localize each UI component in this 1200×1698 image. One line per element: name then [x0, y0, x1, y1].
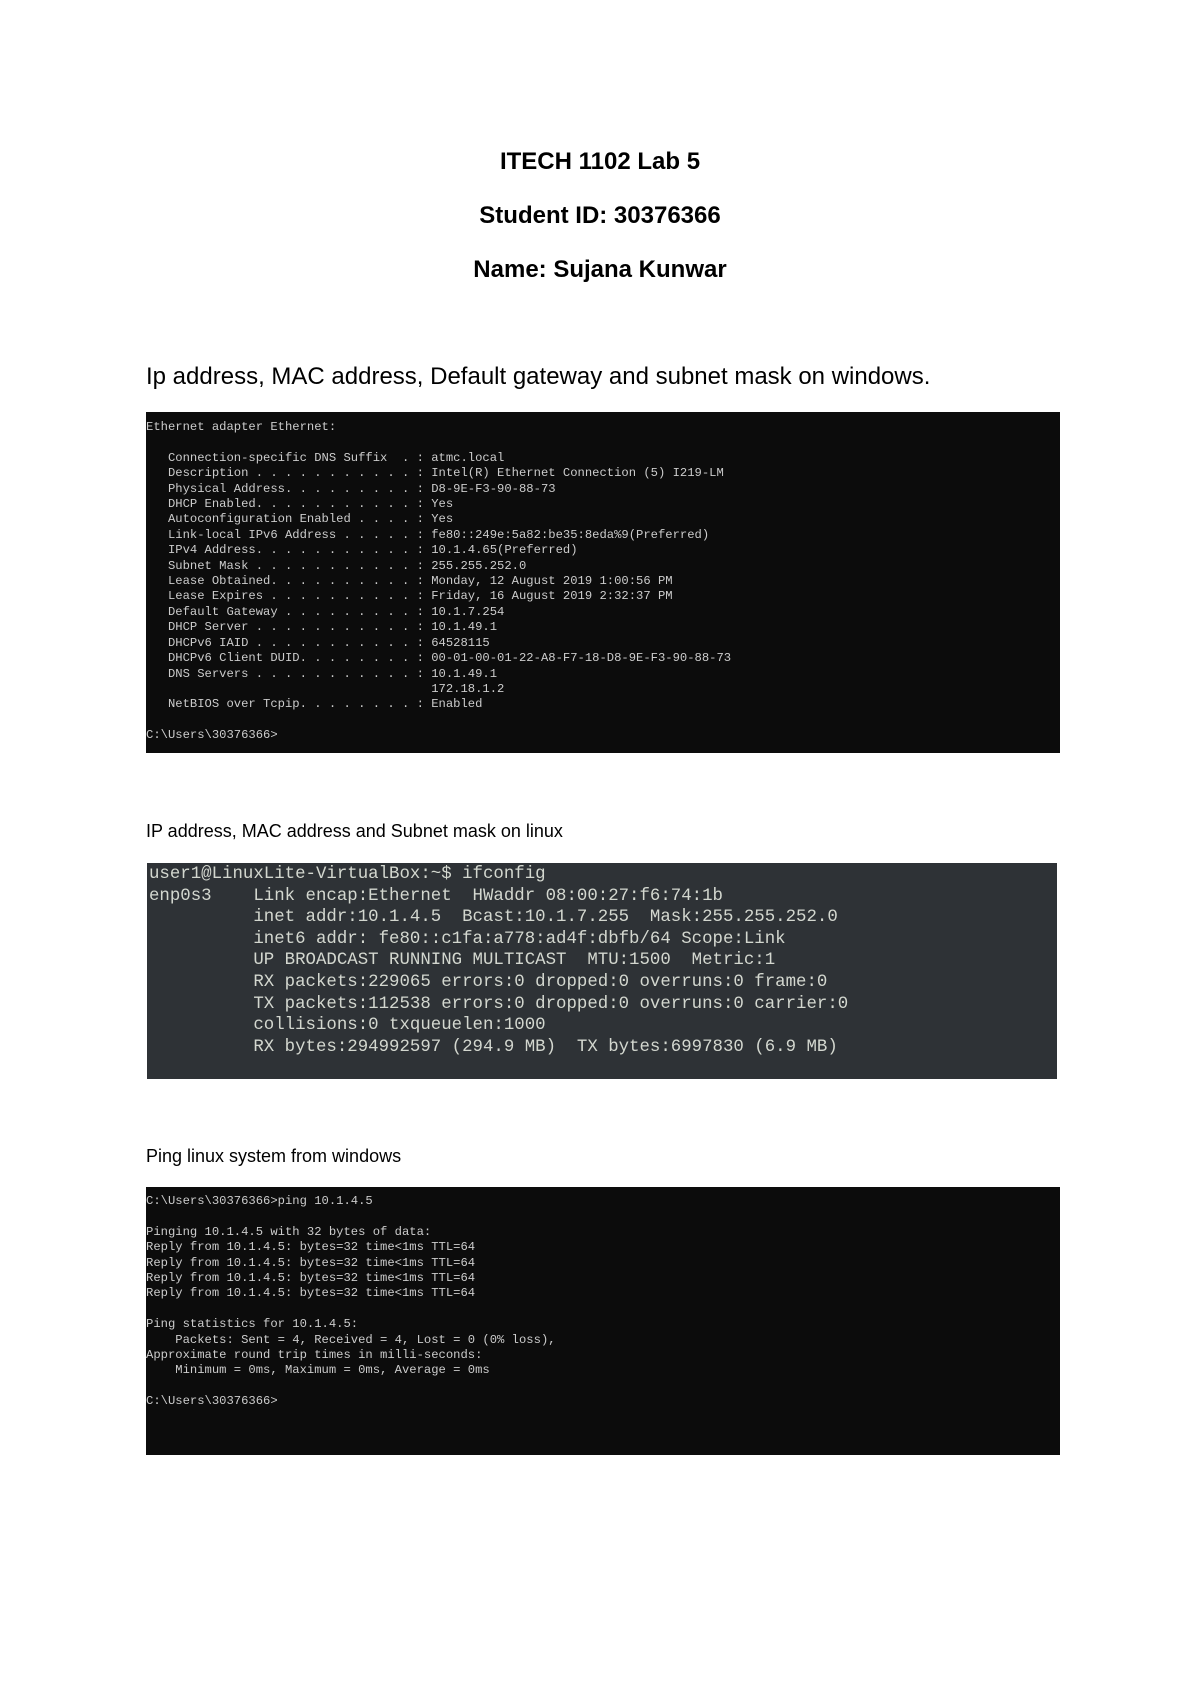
ping-section-heading: Ping linux system from windows [146, 1146, 402, 1166]
document-title: ITECH 1102 Lab 5 [499, 148, 701, 175]
ping-screenshot [146, 1187, 1060, 1455]
student-name: Name: Sujana Kunwar [473, 256, 727, 283]
student-id: Student ID: 30376366 [479, 202, 721, 229]
linux-section-heading: IP address, MAC address and Subnet mask on linux [146, 821, 563, 841]
linux-ifconfig-screenshot [147, 863, 1057, 1079]
ping-output: C:\Users\30376366>ping 10.1.4.5 Pinging 10.1.4.5 with 32 bytes of data: Reply from 10.1.4.5: bytes=32 time<1ms TTL=64 Reply from 10.1.4.5: bytes=32 time<1ms TTL=64 Reply from 10.1.4.5: bytes=32 time<1ms TTL=64 Reply from 10.1.4.5: bytes=32 time<1ms TTL=64 Ping statistics for 10.1.4.5: Packets: Sent = 4, Received = 4, Lost = 0 (0% loss), Approximate round trip times in milli-seconds: Minimum = 0ms, Maximum = 0ms, Average = 0ms C:\Users\30376366> [146, 1194, 556, 1409]
windows-section-heading: Ip address, MAC address, Default gateway and subnet mask on windows. [146, 363, 931, 390]
windows-ipconfig-screenshot [146, 412, 1060, 753]
linux-ifconfig-output: user1@LinuxLite-VirtualBox:~$ ifconfig enp0s3 Link encap:Ethernet HWaddr 08:00:27:f6:74:1b inet addr:10.1.4.5 Bcast:10.1.7.255 Mask:255.255.252.0 inet6 addr: fe80::c1fa:a778:ad4f:dbfb/64 Scope:Link UP BROADCAST RUNNING MULTICAST MTU:1500 Metric:1 RX packets:229065 errors:0 dropped:0 overruns:0 frame:0 TX packets:112538 errors:0 dropped:0 overruns:0 carrier:0 collisions:0 txqueuelen:1000 RX bytes:294992597 (294.9 MB) TX bytes:6997830 (6.9 MB) [149, 865, 849, 1057]
windows-ipconfig-output: Ethernet adapter Ethernet: Connection-specific DNS Suffix . : atmc.local Description . . . . . . . . . . . : Intel(R) Ethernet Connection (5) I219-LM Physical Address. . . . . . . . . : D8-9E-F3-90-88-73 DHCP Enabled. . . . . . . . . . . : Yes Autoconfiguration Enabled . . . . : Yes Link-local IPv6 Address . . . . . : fe80::249e:5a82:be35:8eda%9(Preferred) IPv4 Address. . . . . . . . . . . : 10.1.4.65(Preferred) Subnet Mask . . . . . . . . . . . : 255.255.252.0 Lease Obtained. . . . . . . . . . : Monday, 12 August 2019 1:00:56 PM Lease Expires . . . . . . . . . . : Friday, 16 August 2019 2:32:37 PM Default Gateway . . . . . . . . . : 10.1.7.254 DHCP Server . . . . . . . . . . . : 10.1.49.1 DHCPv6 IAID . . . . . . . . . . . : 64528115 DHCPv6 Client DUID. . . . . . . . : 00-01-00-01-22-A8-F7-18-D8-9E-F3-90-88-73 DNS Servers . . . . . . . . . . . : 10.1.49.1 172.18.1.2 NetBIOS over Tcpip. . . . . . . . : Enabled C:\Users\30376366> [146, 420, 732, 743]
